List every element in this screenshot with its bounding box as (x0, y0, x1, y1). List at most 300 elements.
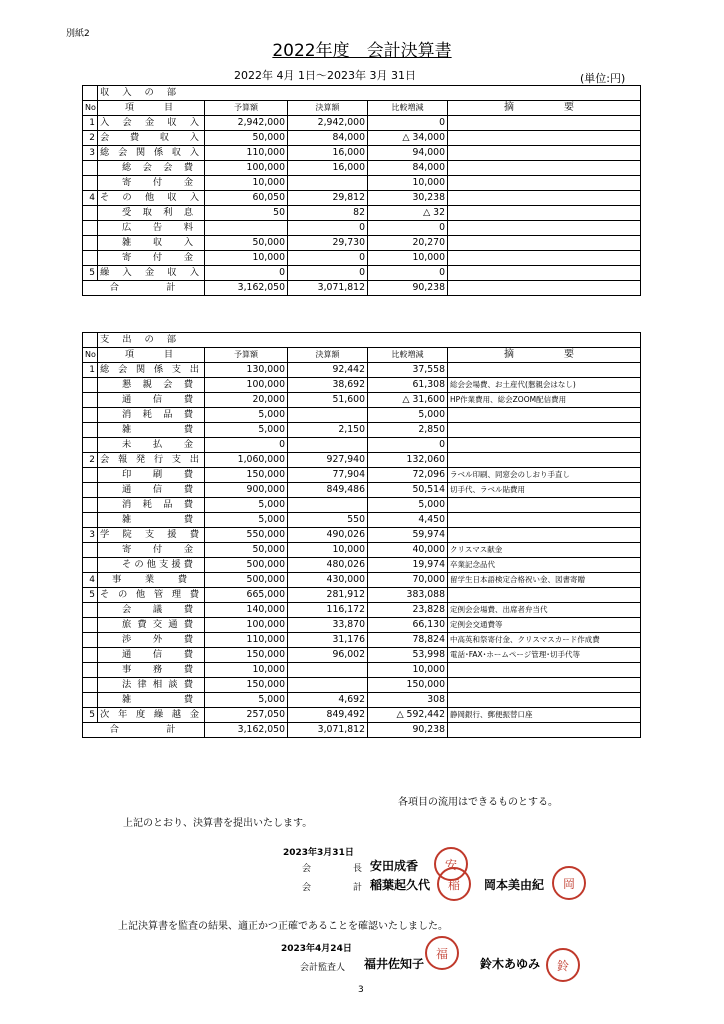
treasurer-seal-2: 岡 (552, 866, 586, 900)
col-actual-header: 決算額 (288, 101, 368, 116)
row-number (83, 408, 98, 423)
total-label: 合 計 (83, 281, 205, 296)
row-budget: 140,000 (205, 603, 288, 618)
row-number (83, 378, 98, 393)
expense-row (83, 693, 641, 708)
treasurer-role (302, 880, 362, 893)
row-summary: ラベル印刷、同窓会のしおり手直し (448, 468, 641, 483)
row-item (98, 633, 205, 648)
expense-row (83, 573, 641, 588)
row-diff: △ 32 (368, 206, 448, 221)
expense-header-row (83, 348, 641, 363)
item-label: 事 務 費 (122, 664, 196, 675)
expense-row (83, 528, 641, 543)
row-diff: 132,060 (368, 453, 448, 468)
row-diff: 10,000 (368, 251, 448, 266)
row-item (98, 378, 205, 393)
row-budget: 5,000 (205, 408, 288, 423)
row-diff: △ 31,600 (368, 393, 448, 408)
row-number (83, 206, 98, 221)
row-item (98, 393, 205, 408)
row-number (83, 648, 98, 663)
expense-row (83, 618, 641, 633)
income-row (83, 116, 641, 131)
row-actual: 29,730 (288, 236, 368, 251)
row-number (83, 663, 98, 678)
income-row (83, 206, 641, 221)
income-row (83, 251, 641, 266)
row-diff: 0 (368, 116, 448, 131)
row-item (98, 558, 205, 573)
row-summary: 留学生日本語検定合格祝い金、図書寄贈 (448, 573, 641, 588)
row-budget: 50 (205, 206, 288, 221)
item-label: 学 院 支 援 費 (100, 529, 202, 540)
row-diff: 84,000 (368, 161, 448, 176)
row-budget: 20,000 (205, 393, 288, 408)
president-role (302, 861, 362, 874)
row-summary (448, 191, 641, 206)
income-table (82, 85, 641, 296)
row-diff: 66,130 (368, 618, 448, 633)
item-label: 雑 収 入 (122, 237, 196, 248)
submit-statement: 上記のとおり、決算書を提出いたします。 (123, 818, 313, 829)
row-item (98, 603, 205, 618)
row-summary (448, 131, 641, 146)
row-summary (448, 528, 641, 543)
row-number: 4 (83, 573, 98, 588)
item-label: 消 耗 品 費 (122, 499, 196, 510)
section-no-cell (83, 86, 98, 101)
income-row (83, 221, 641, 236)
row-summary: 中高英和祭寄付金、クリスマスカード作成費 (448, 633, 641, 648)
row-budget: 10,000 (205, 663, 288, 678)
row-diff: 61,308 (368, 378, 448, 393)
section-title: 収 入 の 部 (98, 86, 641, 101)
expense-row (83, 423, 641, 438)
row-number: 5 (83, 266, 98, 281)
row-item (98, 438, 205, 453)
row-summary: クリスマス献金 (448, 543, 641, 558)
row-number: 4 (83, 191, 98, 206)
fiscal-period: 2022年 4月 1日～2023年 3月 31日 (234, 69, 416, 82)
row-summary (448, 453, 641, 468)
row-actual: 2,942,000 (288, 116, 368, 131)
row-item (98, 423, 205, 438)
row-budget: 5,000 (205, 498, 288, 513)
expense-row (83, 453, 641, 468)
row-number (83, 483, 98, 498)
row-budget: 50,000 (205, 543, 288, 558)
row-actual: 2,150 (288, 423, 368, 438)
item-label: 旅 費 交 通 費 (122, 619, 196, 630)
row-item (98, 483, 205, 498)
row-item (98, 236, 205, 251)
income-row (83, 266, 641, 281)
row-budget: 100,000 (205, 378, 288, 393)
page-number: 3 (358, 985, 364, 995)
row-diff: 308 (368, 693, 448, 708)
income-row (83, 161, 641, 176)
row-budget: 110,000 (205, 146, 288, 161)
row-number (83, 251, 98, 266)
item-label: 印 刷 費 (122, 469, 196, 480)
item-label: 雑 費 (122, 514, 196, 525)
item-label: 入 会 金 収 入 (100, 117, 202, 128)
row-budget: 150,000 (205, 468, 288, 483)
expense-row (83, 393, 641, 408)
item-label: 寄 付 金 (122, 252, 196, 263)
row-diff: 2,850 (368, 423, 448, 438)
unit-label: (単位:円) (580, 72, 626, 85)
audit-date: 2023年4月24日 (281, 944, 352, 954)
row-summary (448, 588, 641, 603)
row-summary (448, 363, 641, 378)
total-actual: 3,071,812 (288, 723, 368, 738)
row-diff: 4,450 (368, 513, 448, 528)
row-actual: 29,812 (288, 191, 368, 206)
row-item (98, 453, 205, 468)
expense-row (83, 648, 641, 663)
row-item (98, 588, 205, 603)
item-label: 通 信 費 (122, 649, 196, 660)
expense-row (83, 378, 641, 393)
item-label: 総 会 関 係 収 入 (100, 147, 202, 158)
row-actual (288, 678, 368, 693)
row-actual: 0 (288, 251, 368, 266)
row-actual: 0 (288, 221, 368, 236)
item-label: 懇 親 会 費 (122, 379, 196, 390)
item-label: 総 会 関 係 支 出 (100, 364, 202, 375)
row-summary: 電話･FAX･ホームページ管理･切手代等 (448, 648, 641, 663)
total-budget: 3,162,050 (205, 281, 288, 296)
row-number (83, 543, 98, 558)
row-actual: 31,176 (288, 633, 368, 648)
expense-row (83, 588, 641, 603)
item-label: 通 信 費 (122, 394, 196, 405)
row-summary: 定例会交通費等 (448, 618, 641, 633)
row-summary (448, 663, 641, 678)
row-actual: 16,000 (288, 161, 368, 176)
item-label: そ の 他 収 入 (100, 192, 202, 203)
auditor-seal-1: 福 (425, 936, 459, 970)
row-diff: 10,000 (368, 176, 448, 191)
col-item-header: 項 目 (98, 101, 205, 116)
row-item (98, 266, 205, 281)
row-diff: 5,000 (368, 498, 448, 513)
item-label: 総 会 会 費 (122, 162, 196, 173)
item-label: 寄 付 金 (122, 544, 196, 555)
row-diff: △ 34,000 (368, 131, 448, 146)
row-item (98, 618, 205, 633)
row-diff: 30,238 (368, 191, 448, 206)
item-label: 受 取 利 息 (122, 207, 196, 218)
expense-table (82, 332, 641, 738)
row-budget: 5,000 (205, 693, 288, 708)
row-diff: △ 592,442 (368, 708, 448, 723)
row-diff: 78,824 (368, 633, 448, 648)
row-actual: 77,904 (288, 468, 368, 483)
row-number (83, 423, 98, 438)
expense-row (83, 708, 641, 723)
row-summary (448, 176, 641, 191)
col-item-header: 項 目 (98, 348, 205, 363)
item-label: 繰 入 金 収 入 (100, 267, 202, 278)
row-number: 5 (83, 708, 98, 723)
row-summary (448, 236, 641, 251)
row-budget: 60,050 (205, 191, 288, 206)
row-item (98, 498, 205, 513)
row-summary (448, 206, 641, 221)
expense-total-row (83, 723, 641, 738)
row-actual: 33,870 (288, 618, 368, 633)
expense-row (83, 543, 641, 558)
row-summary (448, 251, 641, 266)
president-seal: 安 (434, 847, 468, 881)
income-row (83, 131, 641, 146)
row-number (83, 603, 98, 618)
row-diff: 10,000 (368, 663, 448, 678)
row-item (98, 573, 205, 588)
row-item (98, 146, 205, 161)
row-budget: 5,000 (205, 513, 288, 528)
col-no-header: No (83, 348, 98, 363)
row-number (83, 513, 98, 528)
row-number (83, 693, 98, 708)
row-diff: 0 (368, 221, 448, 236)
row-diff: 19,974 (368, 558, 448, 573)
document-title: 2022年度 会計決算書 (272, 41, 452, 61)
auditor-seal-2: 鈴 (546, 948, 580, 982)
row-item (98, 528, 205, 543)
row-summary (448, 266, 641, 281)
total-diff: 90,238 (368, 723, 448, 738)
expense-row (83, 663, 641, 678)
row-budget: 100,000 (205, 618, 288, 633)
expense-row (83, 558, 641, 573)
row-diff: 72,096 (368, 468, 448, 483)
row-summary (448, 693, 641, 708)
row-summary: HP作業費用、総会ZOOM配信費用 (448, 393, 641, 408)
row-item (98, 513, 205, 528)
row-budget: 10,000 (205, 176, 288, 191)
expense-row (83, 408, 641, 423)
row-number (83, 618, 98, 633)
col-summary-header: 摘 要 (448, 101, 641, 116)
row-item (98, 708, 205, 723)
total-budget: 3,162,050 (205, 723, 288, 738)
row-number: 3 (83, 146, 98, 161)
total-actual: 3,071,812 (288, 281, 368, 296)
row-actual (288, 663, 368, 678)
row-budget: 500,000 (205, 573, 288, 588)
row-diff: 40,000 (368, 543, 448, 558)
row-diff: 59,974 (368, 528, 448, 543)
row-actual (288, 408, 368, 423)
col-budget-header: 予算額 (205, 101, 288, 116)
income-row (83, 236, 641, 251)
row-budget: 257,050 (205, 708, 288, 723)
col-budget-header: 予算額 (205, 348, 288, 363)
row-item (98, 116, 205, 131)
row-summary (448, 423, 641, 438)
item-label: 会 議 費 (122, 604, 196, 615)
row-budget: 550,000 (205, 528, 288, 543)
item-label: 雑 費 (122, 694, 196, 705)
row-number (83, 678, 98, 693)
row-summary: 静岡銀行、郵便振替口座 (448, 708, 641, 723)
treasurer-role-text: 会 計 (302, 883, 362, 893)
item-label: 会 報 発 行 支 出 (100, 454, 202, 465)
row-actual (288, 176, 368, 191)
item-label: 消 耗 品 費 (122, 409, 196, 420)
expense-row (83, 603, 641, 618)
row-summary: 定例会会場費、出席者弁当代 (448, 603, 641, 618)
row-actual: 96,002 (288, 648, 368, 663)
total-label: 合 計 (83, 723, 205, 738)
row-actual: 0 (288, 266, 368, 281)
row-summary: 切手代、ラベル貼費用 (448, 483, 641, 498)
attachment-label: 別紙2 (66, 29, 90, 39)
total-diff: 90,238 (368, 281, 448, 296)
row-item (98, 206, 205, 221)
row-number: 1 (83, 116, 98, 131)
row-budget: 110,000 (205, 633, 288, 648)
item-label: 次 年 度 繰 越 金 (100, 709, 202, 720)
expense-section-row (83, 333, 641, 348)
row-diff: 0 (368, 438, 448, 453)
row-summary (448, 116, 641, 131)
row-actual: 84,000 (288, 131, 368, 146)
row-item (98, 543, 205, 558)
expense-row (83, 678, 641, 693)
row-number (83, 498, 98, 513)
auditor-signature-1: 福井佐知子 (364, 957, 425, 971)
item-label: 通 信 費 (122, 484, 196, 495)
row-number (83, 633, 98, 648)
row-item (98, 693, 205, 708)
row-actual: 116,172 (288, 603, 368, 618)
row-budget: 1,060,000 (205, 453, 288, 468)
income-section-row (83, 86, 641, 101)
row-item (98, 663, 205, 678)
row-budget: 900,000 (205, 483, 288, 498)
section-title: 支 出 の 部 (98, 333, 641, 348)
item-label: 寄 付 金 (122, 177, 196, 188)
row-number (83, 468, 98, 483)
item-label: 渉 外 費 (122, 634, 196, 645)
row-number: 1 (83, 363, 98, 378)
total-summary (448, 723, 641, 738)
row-diff: 53,998 (368, 648, 448, 663)
row-item (98, 363, 205, 378)
col-actual-header: 決算額 (288, 348, 368, 363)
row-diff: 20,270 (368, 236, 448, 251)
row-budget: 150,000 (205, 648, 288, 663)
row-item (98, 468, 205, 483)
row-actual (288, 498, 368, 513)
row-summary (448, 438, 641, 453)
row-item (98, 191, 205, 206)
row-budget: 50,000 (205, 131, 288, 146)
row-actual: 51,600 (288, 393, 368, 408)
row-summary (448, 678, 641, 693)
row-budget: 10,000 (205, 251, 288, 266)
row-actual: 4,692 (288, 693, 368, 708)
income-row (83, 176, 641, 191)
expense-row (83, 513, 641, 528)
treasurer-signature-2: 岡本美由紀 (484, 878, 545, 892)
income-total-row (83, 281, 641, 296)
row-actual: 82 (288, 206, 368, 221)
row-number (83, 393, 98, 408)
row-budget: 2,942,000 (205, 116, 288, 131)
row-summary (448, 513, 641, 528)
row-budget: 130,000 (205, 363, 288, 378)
flow-note: 各項目の流用はできるものとする。 (398, 797, 558, 808)
item-label: 法 律 相 談 費 (122, 679, 196, 690)
row-diff: 23,828 (368, 603, 448, 618)
row-number (83, 221, 98, 236)
row-number (83, 161, 98, 176)
row-actual: 849,486 (288, 483, 368, 498)
row-diff: 94,000 (368, 146, 448, 161)
row-number (83, 558, 98, 573)
row-actual: 550 (288, 513, 368, 528)
treasurer-seal-1: 稲 (437, 867, 471, 901)
row-diff: 383,088 (368, 588, 448, 603)
income-row (83, 191, 641, 206)
expense-row (83, 498, 641, 513)
row-budget: 150,000 (205, 678, 288, 693)
row-diff: 150,000 (368, 678, 448, 693)
col-no-header: No (83, 101, 98, 116)
total-summary (448, 281, 641, 296)
row-budget: 5,000 (205, 423, 288, 438)
row-actual: 849,492 (288, 708, 368, 723)
row-budget: 0 (205, 266, 288, 281)
row-actual: 480,026 (288, 558, 368, 573)
item-label: そ の 他 支 援 費 (122, 559, 196, 570)
expense-row (83, 468, 641, 483)
president-role-text: 会 長 (302, 864, 362, 874)
col-summary-header: 摘 要 (448, 348, 641, 363)
submit-date: 2023年3月31日 (283, 848, 354, 858)
row-actual: 38,692 (288, 378, 368, 393)
row-item (98, 678, 205, 693)
row-summary (448, 408, 641, 423)
row-budget: 50,000 (205, 236, 288, 251)
row-actual: 16,000 (288, 146, 368, 161)
audit-statement: 上記決算書を監査の結果、適正かつ正確であることを確認いたしました。 (118, 921, 448, 932)
row-actual: 10,000 (288, 543, 368, 558)
item-label: そ の 他 管 理 費 (100, 589, 202, 600)
row-diff: 37,558 (368, 363, 448, 378)
expense-row (83, 438, 641, 453)
auditor-role: 会計監査人 (300, 963, 346, 973)
row-actual: 927,940 (288, 453, 368, 468)
row-item (98, 176, 205, 191)
item-label: 事 業 費 (112, 574, 190, 585)
row-summary: 卒業記念品代 (448, 558, 641, 573)
col-diff-header: 比較増減 (368, 348, 448, 363)
row-actual: 490,026 (288, 528, 368, 543)
row-number (83, 438, 98, 453)
item-label: 会 費 収 入 (100, 132, 202, 143)
expense-row (83, 363, 641, 378)
row-actual (288, 438, 368, 453)
row-summary (448, 161, 641, 176)
income-header-row (83, 101, 641, 116)
